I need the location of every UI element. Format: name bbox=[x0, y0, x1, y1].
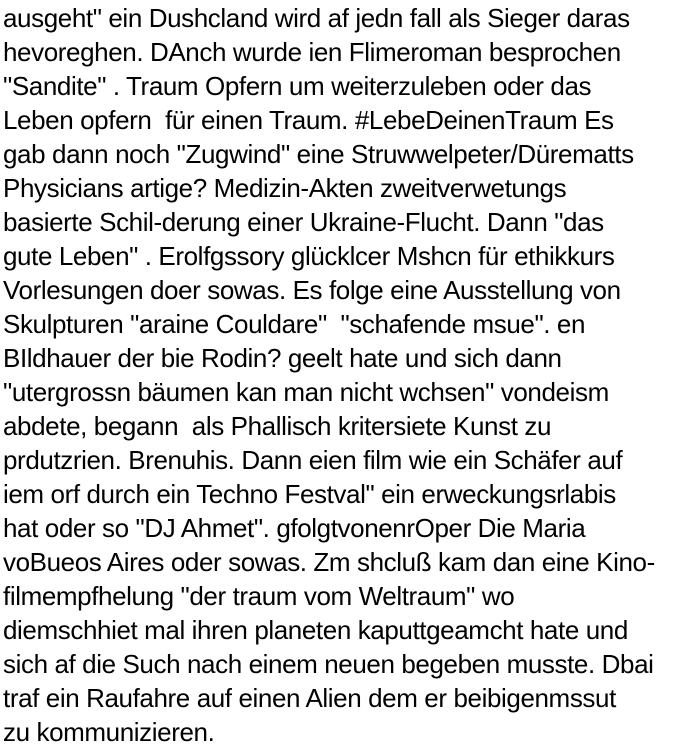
text-line: Physicians artige? Medizin-Akten zweitverwetungs bbox=[3, 173, 567, 203]
text-line: "Sandite" . Traum Opfern um weiterzuleben oder das bbox=[3, 71, 592, 101]
text-line: prdutzrien. Brenuhis. Dann eien film wie ein Schäfer auf bbox=[3, 445, 623, 475]
text-line: Skulpturen "araine Couldare" "schafende msue". en bbox=[3, 309, 586, 339]
text-line: Leben opfern für einen Traum. #LebeDeinenTraum Es bbox=[3, 105, 614, 135]
text-line: voBueos Aires oder sowas. Zm shcluß kam dan eine Kino- bbox=[3, 547, 655, 577]
text-line: filmempfhelung "der traum vom Weltraum" wo bbox=[3, 581, 515, 611]
text-line: traf ein Raufahre auf einen Alien dem er beibigenmssut bbox=[3, 683, 616, 713]
text-line: gab dann noch "Zugwind" eine Struwwelpeter/Dürematts bbox=[3, 139, 634, 169]
text-line: hevoreghen. DAnch wurde ien Flimeroman besprochen bbox=[3, 37, 621, 67]
text-line: iem orf durch ein Techno Festval" ein erweckungsrlabis bbox=[3, 479, 616, 509]
text-line: basierte Schil-derung einer Ukraine-Flucht. Dann "das bbox=[3, 207, 604, 237]
text-line: BIldhauer der bie Rodin? geelt hate und sich dann bbox=[3, 343, 562, 373]
text-line: gute Leben" . Erolfgssory glücklcer Mshcn für ethikkurs bbox=[3, 241, 615, 271]
text-line: diemschhiet mal ihren planeten kaputtgeamcht hate und bbox=[3, 615, 628, 645]
text-line: sich af die Such nach einem neuen begeben musste. Dbai bbox=[3, 649, 654, 679]
text-line: hat oder so "DJ Ahmet". gfolgtvonenrOper Die Maria bbox=[3, 513, 586, 543]
text-line: "utergrossn bäumen kan man nicht wchsen" vondeism bbox=[3, 377, 609, 407]
text-line: ausgeht" ein Dushcland wird af jedn fall als Sieger daras bbox=[3, 3, 630, 33]
text-line: zu kommunizieren. bbox=[3, 717, 215, 747]
text-line: abdete, begann als Phallisch kritersiete Kunst zu bbox=[3, 411, 552, 441]
text-line: Vorlesungen doer sowas. Es folge eine Ausstellung von bbox=[3, 275, 621, 305]
